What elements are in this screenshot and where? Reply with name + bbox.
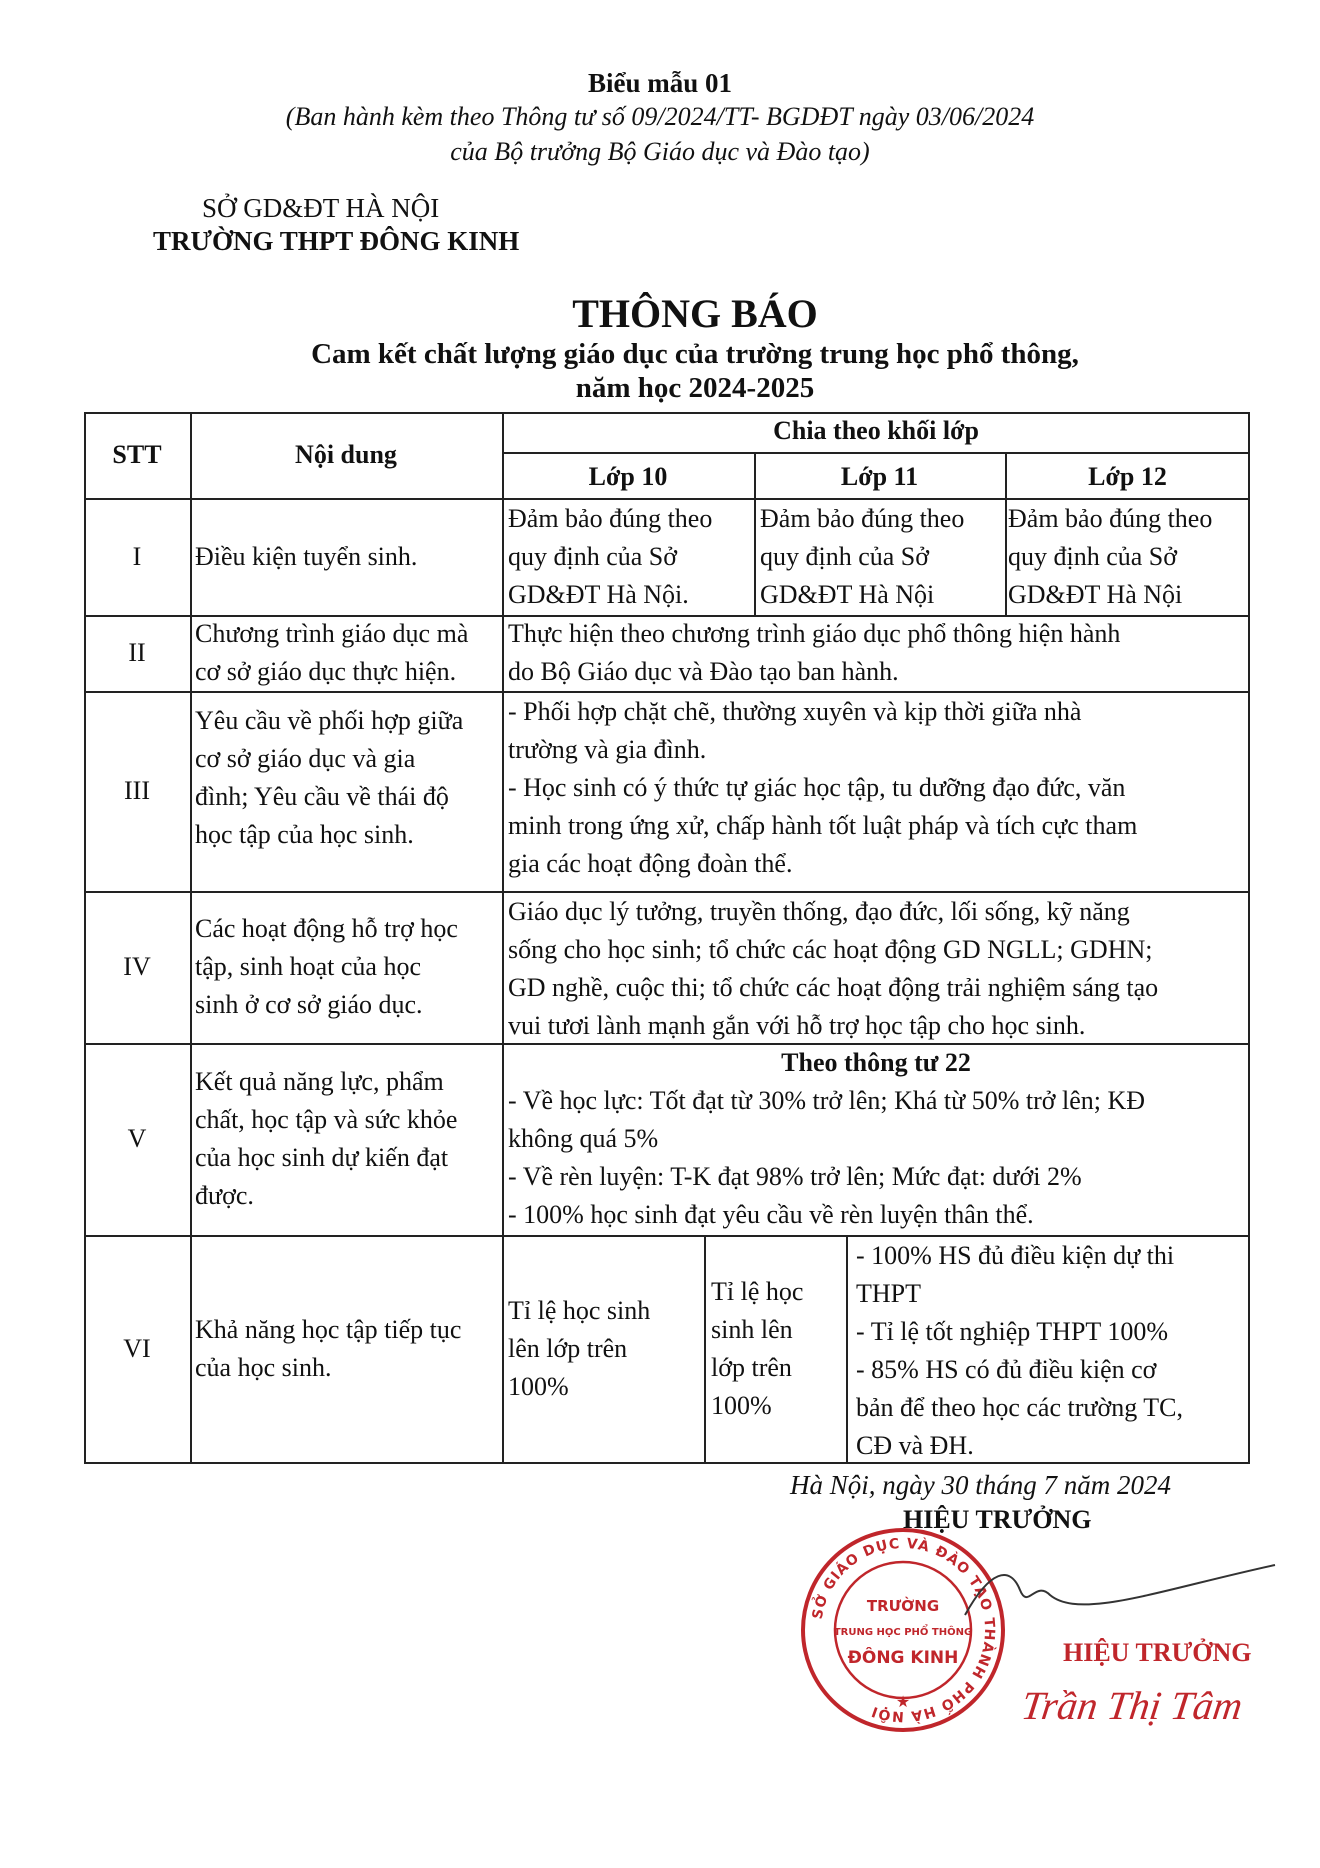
row-1-grade12: Đảm bảo đúng theo quy định của Sở GD&ĐT Hà Nội [1008, 504, 1213, 609]
seal-line1: TRƯỜNG [866, 1597, 940, 1615]
row-1-content: Điều kiện tuyển sinh. [195, 542, 418, 571]
notice-subtitle-line1: Cam kết chất lượng giáo dục của trường trung học phổ thông, [311, 338, 1079, 370]
row-2-detail: Thực hiện theo chương trình giáo dục phổ thông hiện hành do Bộ Giáo dục và Đào tạo ban hành. [508, 619, 1121, 686]
row-3-detail: - Phối hợp chặt chẽ, thường xuyên và kịp thời giữa nhà trường và gia đình. - Học sinh có ý thức tự giác học tập, tu dưỡng đạo đức, văn minh trong ứng xử, chấp hành tốt luật pháp và tích cực tham gia các hoạt động đoàn thể. [508, 697, 1138, 878]
signature-name: Trần Thị Tâm [1018, 1683, 1246, 1728]
issue-note-line2: của Bộ trưởng Bộ Giáo dục và Đào tạo) [450, 137, 870, 166]
row-1-grade11: Đảm bảo đúng theo quy định của Sở GD&ĐT Hà Nội [760, 504, 965, 609]
seal-outer-text: SỞ GIÁO DỤC VÀ ĐÀO TẠO THÀNH PHỐ HÀ NỘI [809, 1535, 998, 1725]
header-grade11: Lớp 11 [840, 462, 919, 491]
row-2-content: Chương trình giáo dục mà cơ sở giáo dục thực hiện. [195, 619, 469, 686]
header-grade-group: Chia theo khối lớp [773, 416, 979, 445]
row-5-detail-heading: Theo thông tư 22 [781, 1048, 971, 1077]
signature-title: HIỆU TRƯỞNG [1063, 1638, 1252, 1667]
seal-line2: TRUNG HỌC PHỔ THÔNG [833, 1627, 973, 1638]
row-1-grade10: Đảm bảo đúng theo quy định của Sở GD&ĐT Hà Nội. [508, 504, 713, 609]
issue-note-line1: (Ban hành kèm theo Thông tư số 09/2024/TT- BGDĐT ngày 03/06/2024 [285, 102, 1035, 131]
row-6-stt: VI [123, 1334, 151, 1363]
row-5-stt: V [127, 1124, 147, 1153]
row-6-grade12: - 100% HS đủ điều kiện dự thi THPT - Tỉ lệ tốt nghiệp THPT 100% - 85% HS có đủ điều kiện cơ bản để theo học các trường TC, CĐ và ĐH. [856, 1241, 1183, 1460]
row-6-grade10: Tỉ lệ học sinh lên lớp trên 100% [508, 1296, 651, 1401]
school-name: TRƯỜNG THPT ĐÔNG KINH [153, 226, 520, 256]
signature-stroke [960, 1560, 1280, 1630]
seal-line3: ĐÔNG KINH [847, 1648, 959, 1668]
school-seal [798, 1525, 1008, 1735]
notice-subtitle-line2: năm học 2024-2025 [575, 372, 815, 404]
row-4-content: Các hoạt động hỗ trợ học tập, sinh hoạt của học sinh ở cơ sở giáo dục. [195, 914, 458, 1019]
form-title: Biểu mẫu 01 [587, 68, 733, 98]
header-stt: STT [112, 440, 162, 469]
seal-star-icon: ★ [895, 1692, 911, 1711]
row-6-grade11: Tỉ lệ học sinh lên lớp trên 100% [711, 1277, 804, 1420]
row-5-content: Kết quả năng lực, phẩm chất, học tập và sức khỏe của học sinh dự kiến đạt được. [195, 1067, 458, 1210]
department-name: SỞ GD&ĐT HÀ NỘI [202, 193, 440, 223]
row-2-stt: II [128, 638, 146, 667]
principal-title: HIỆU TRƯỞNG [903, 1505, 1092, 1534]
row-4-stt: IV [123, 952, 151, 981]
header-grade10: Lớp 10 [588, 462, 668, 491]
header-grade12: Lớp 12 [1088, 462, 1167, 491]
row-5-detail: - Về học lực: Tốt đạt từ 30% trở lên; Khá từ 50% trở lên; KĐ không quá 5% - Về rèn luyện: T-K đạt 98% trở lên; Mức đạt: dưới 2% - 100% học sinh đạt yêu cầu về rèn luyện thân thể. [508, 1086, 1146, 1229]
signing-date: Hà Nội, ngày 30 tháng 7 năm 2024 [790, 1470, 1171, 1500]
row-4-detail: Giáo dục lý tưởng, truyền thống, đạo đức, lối sống, kỹ năng sống cho học sinh; tổ chức các hoạt động GD NGLL; GDHN; GD nghề, cuộc thi; tổ chức các hoạt động trải nghiệm sáng tạo vui tươi lành mạnh gắn với hỗ trợ học tập cho học sinh. [508, 897, 1159, 1040]
row-6-content: Khả năng học tập tiếp tục của học sinh. [195, 1315, 462, 1382]
header-content: Nội dung [295, 440, 397, 469]
row-3-stt: III [124, 776, 150, 805]
commitment-table [84, 412, 1250, 1464]
notice-title: THÔNG BÁO [572, 291, 818, 336]
row-1-stt: I [132, 542, 142, 571]
row-3-content: Yêu cầu về phối hợp giữa cơ sở giáo dục và gia đình; Yêu cầu về thái độ học tập của học sinh. [195, 706, 464, 849]
